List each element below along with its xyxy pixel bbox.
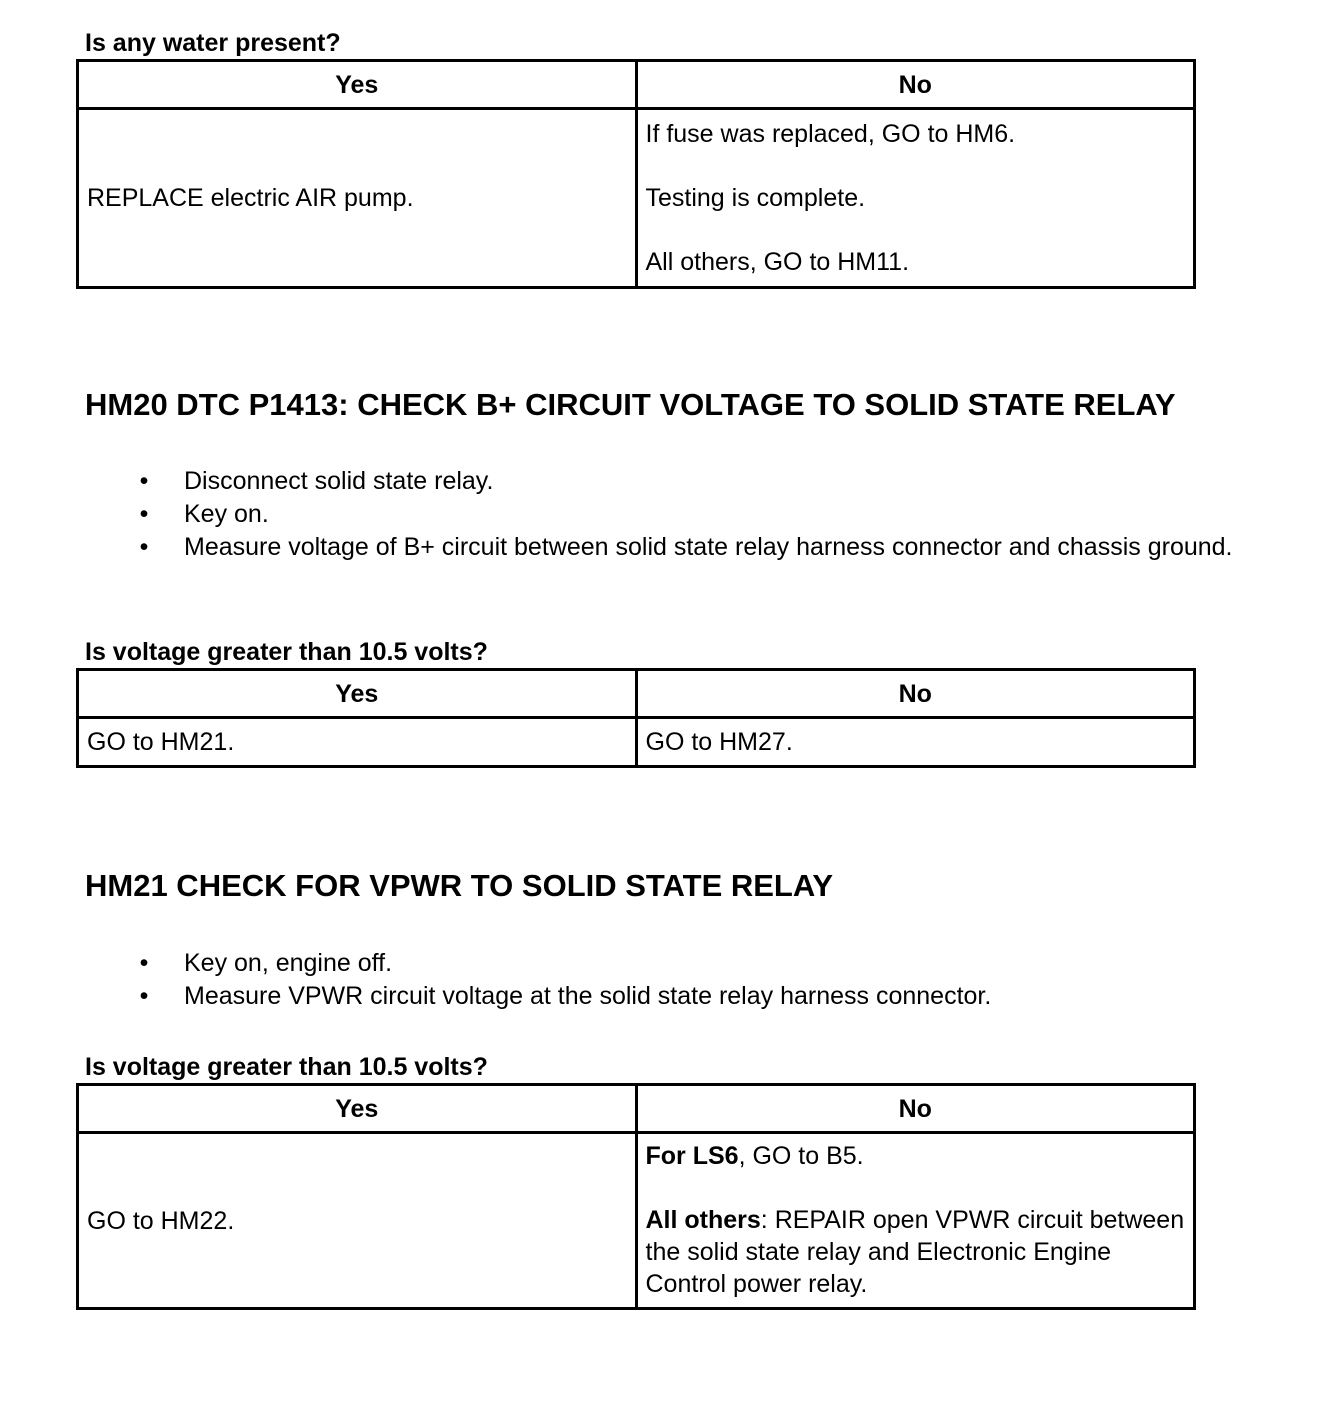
list-item [0,465,1300,498]
yes-header: Yes [78,670,637,718]
no-line-2: Testing is complete. [645,184,866,212]
bullet-text: Key on. [184,500,269,528]
table-header-row [78,670,1195,718]
bullet-icon: • [139,500,149,528]
water-question: Is any water present? [85,29,341,57]
table-header-row [78,61,1195,109]
ls6-text: , GO to B5. [738,1142,864,1170]
others-label: All others [645,1206,761,1234]
bullet-text: Disconnect solid state relay. [184,467,494,495]
bullet-text: Measure voltage of B+ circuit between solid state relay harness connector and chassis ground. [184,533,1233,561]
no-line-1: If fuse was replaced, GO to HM6. [645,120,1016,148]
yes-header: Yes [78,61,637,109]
list-item [0,980,1300,1013]
hm21-question: Is voltage greater than 10.5 volts? [85,1053,488,1081]
no-ls6-line [646,1140,1186,1172]
bullet-icon: • [139,982,149,1010]
no-header: No [636,61,1195,109]
ls6-label: For LS6 [645,1142,739,1170]
table-header-row [78,1085,1195,1133]
table-row [78,718,1195,767]
bullet-icon: • [139,533,149,561]
table-row [78,1133,1195,1309]
bullet-text: Key on, engine off. [184,949,393,977]
water-table [76,59,1196,289]
hm20-heading: HM20 DTC P1413: CHECK B+ CIRCUIT VOLTAGE TO SOLID STATE RELAY [85,387,1176,422]
yes-cell: REPLACE electric AIR pump. [78,109,637,288]
no-header: No [636,670,1195,718]
no-others-line [646,1204,1186,1300]
no-line-3: All others, GO to HM11. [645,248,910,276]
bullet-text: Measure VPWR circuit voltage at the solid state relay harness connector. [184,982,992,1010]
hm20-bullet-list [0,465,1300,564]
bullet-icon: • [139,467,149,495]
hm21-bullet-list [0,947,1300,1013]
list-item [0,531,1300,564]
others-text: : REPAIR open VPWR circuit between the solid state relay and Electronic Engine Control power relay. [645,1206,1185,1298]
no-cell: GO to HM27. [636,718,1195,767]
hm20-question: Is voltage greater than 10.5 volts? [85,638,488,666]
bullet-icon: • [139,949,149,977]
hm20-table [76,668,1196,768]
hm21-table [76,1083,1196,1310]
no-header: No [636,1085,1195,1133]
yes-cell: GO to HM22. [78,1133,637,1309]
no-cell [636,109,1195,288]
hm21-heading: HM21 CHECK FOR VPWR TO SOLID STATE RELAY [85,868,834,903]
yes-header: Yes [78,1085,637,1133]
no-cell [636,1133,1195,1309]
table-row [78,109,1195,288]
list-item [0,498,1300,531]
yes-cell: GO to HM21. [78,718,637,767]
list-item [0,947,1300,980]
